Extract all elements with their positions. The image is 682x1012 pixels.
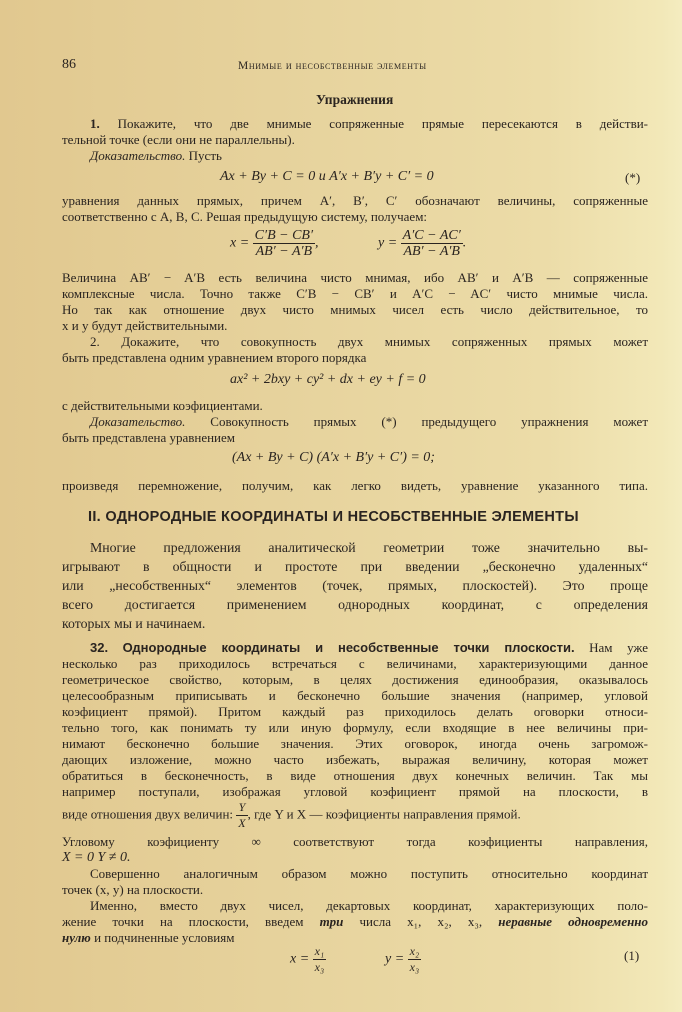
conclusion-line-3: Но так как отношение двух чисто мнимых чисел есть число действительное, то	[62, 302, 648, 317]
exercises-heading: Упражнения	[316, 92, 394, 107]
proof-label: Доказательство.	[90, 148, 186, 163]
namely-line-3: нулю и подчиненные условиям	[62, 930, 235, 945]
section-32-line: дающих изложение, можно часто избежать, выражая величину, которая может	[62, 752, 648, 767]
section-32-line: несколько раз приходилось встречаться с величинами, характеризующими данное	[62, 656, 648, 671]
exercise-1-after-line-1: уравнения данных прямых, причем A′, B′, C′ обозначают величины, сопряженные	[62, 193, 648, 208]
section-32-number: 32.	[90, 640, 109, 655]
conclusion-line-4: x и y будут действительными.	[62, 318, 228, 333]
section-32-line: геометрическое свойство, которым, в целях достижения единообразия, оказывалось	[62, 672, 648, 687]
section-32-line: коэфициент прямой). Притом каждый раз приходилось делать оговорки относи-	[62, 704, 648, 719]
section-32-title: Однородные координаты и несобственные точки плоскости.	[122, 640, 575, 655]
chapter-intro-line-3: или „несобственных“ элементов (точек, прямых, плоскостей). Это проще	[62, 578, 648, 593]
chapter-intro-line-5: которых мы и начинаем.	[62, 616, 206, 631]
formula-star: Ax + By + C = 0 и A′x + B′y + C′ = 0	[220, 169, 434, 184]
formula-1-x: x = $\frac{\text{x₁}}{\text{x₃}}$	[290, 944, 325, 974]
formula-1-tag: (1)	[624, 948, 640, 963]
exercise-2-after: с действительными коэфициентами.	[62, 398, 263, 413]
section-32-line: обратиться в бесконечность, в виде отношения двух конечных величин. Так мы	[62, 768, 648, 783]
exercise-1-line-2: тельной точке (если они не параллельны).	[62, 132, 295, 147]
analog-line-2: точек (x, y) на плоскости.	[62, 882, 204, 897]
infinity-line: Угловому коэфициенту ∞ соответствуют тогда коэфициенты направления,	[62, 834, 648, 849]
exercise-2-final: произведя перемножение, получим, как легко видеть, уравнение указанного типа.	[62, 478, 648, 493]
formula-1-y: y = $\frac{\text{x₂}}{\text{x₃}}$	[385, 944, 420, 974]
section-32-line: нимают бесконечно большие значения. Этих оговорок, иногда очень загромож-	[62, 736, 648, 751]
second-order-equation: ax² + 2bxy + cy² + dx + ey + f = 0	[230, 372, 426, 387]
solution-y: y = $\frac{A'C - AC'}{AB' - A'B}$ .	[378, 228, 467, 259]
section-32-line: целесообразным приписывать и бесконечно большие значения (например, угловой	[62, 688, 648, 703]
exercise-1-proof-intro: Доказательство. Пусть	[90, 148, 222, 163]
ratio-fraction: $\frac{Y}{X}$	[238, 800, 246, 830]
exercise-2-proof-line-2: быть представлена уравнением	[62, 430, 236, 445]
namely-line-1: Именно, вместо двух чисел, декартовых координат, характеризующих поло-	[90, 898, 648, 913]
exercise-2-proof-line-1: Доказательство. Совокупность прямых (*) предыдущего упражнения может	[90, 414, 649, 429]
conclusion-line-1: Величина AB′ − A′B есть величина чисто мнимая, ибо AB′ и A′B — сопряженные	[62, 270, 648, 285]
product-formula: (Ax + By + C) (A′x + B′y + C′) = 0;	[232, 450, 435, 465]
section-32-title-line: 32. Однородные координаты и несобственные точки плоскости. Нам уже	[90, 640, 648, 655]
infinity-condition: X = 0 Y ≠ 0.	[62, 850, 131, 865]
ratio-line: виде отношения двух величин: $\frac{Y}{X}$ , где Y и X — коэфициенты направления прямой.	[62, 800, 521, 830]
page-number: 86	[62, 57, 76, 72]
exercise-2-line-1: 2. Докажите, что совокупность двух мнимых сопряженных прямых может	[90, 334, 648, 349]
chapter-heading: II. ОДНОРОДНЫЕ КООРДИНАТЫ И НЕСОБСТВЕННЫЕ ЭЛЕМЕНТЫ	[88, 509, 579, 525]
chapter-intro-line-2: игрывают в общности и простоте при введении „бесконечно удаленных“	[62, 559, 648, 574]
chapter-intro-line-1: Многие предложения аналитической геометрии тоже значительно вы-	[90, 540, 648, 555]
exercise-1-line-1: 1. Покажите, что две мнимые сопряженные прямые пересекаются в действи-	[90, 116, 648, 131]
section-32-line: тельно того, как понимать ту или иную формулу, если входящие в нее величины при-	[62, 720, 648, 735]
section-32-line: например поступали, изображая угловой коэфициент прямой на плоскости, в	[62, 784, 648, 799]
fraction-x: $\frac{C'B - CB'}{AB' - A'B}$	[254, 228, 314, 259]
running-title: Мнимые и несобственные элементы	[238, 60, 427, 72]
formula-star-tag: (*)	[625, 170, 641, 185]
exercise-2-line-2: быть представлена одним уравнением второго порядка	[62, 350, 367, 365]
analog-line-1: Совершенно аналогичным образом можно поступить относительно координат	[90, 866, 648, 881]
chapter-intro-line-4: всего достигается применением однородных координат, с определения	[62, 597, 648, 612]
exercise-1-after-line-2: соответственно с A, B, C. Решая предыдущую систему, получаем:	[62, 209, 428, 224]
fraction-y: $\frac{A'C - AC'}{AB' - A'B}$	[402, 228, 461, 259]
conclusion-line-2: комплексные числа. Точно также C′B − CB′ и A′C − AC′ чисто мнимые числа.	[62, 286, 648, 301]
namely-line-2: жение точки на плоскости, введем три числа x₁, x₂, x₃, неравные одновременно	[62, 914, 649, 929]
solution-x: x = $\frac{C'B - CB'}{AB' - A'B}$ ,	[230, 228, 319, 259]
exercise-1-number: 1.	[90, 116, 100, 131]
